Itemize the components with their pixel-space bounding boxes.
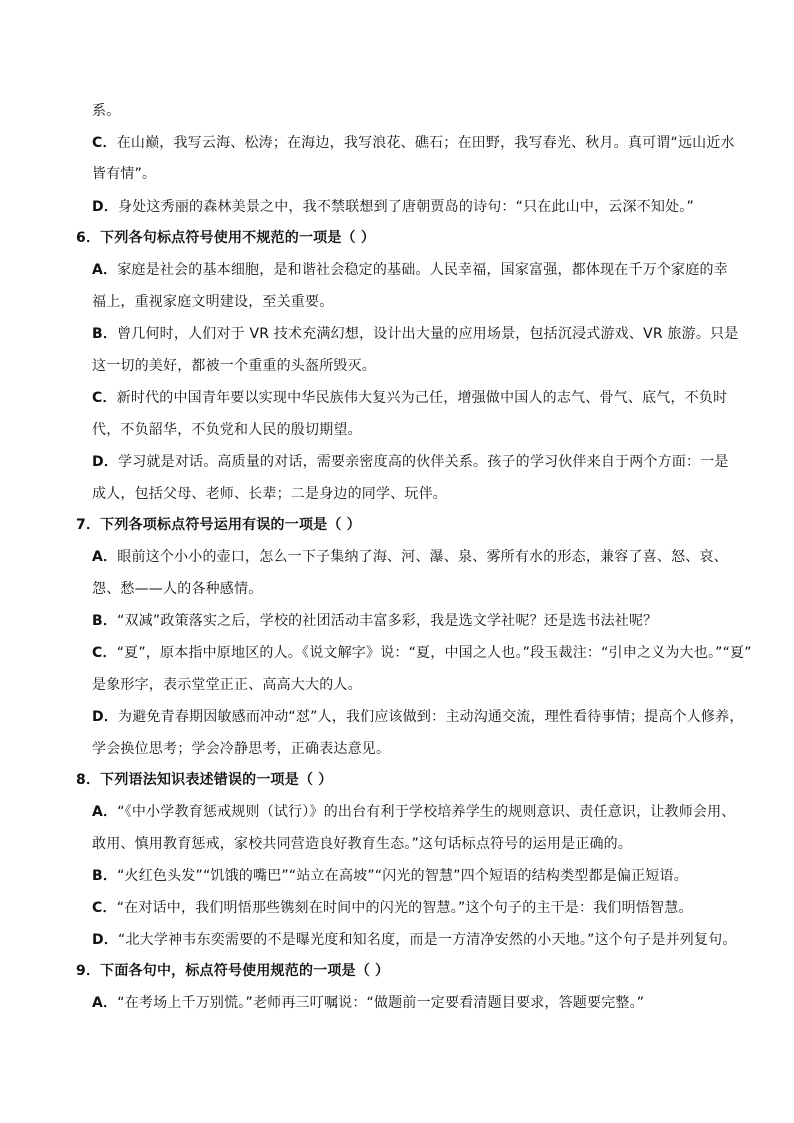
question-7: 7．下列各项标点符号运用有误的一项是（ ）: [76, 517, 361, 533]
option-c-q6: C．新时代的中国青年要以实现中华民族伟大复兴为己任，增强做中国人的志气、骨气、底气，不负时: [92, 390, 728, 406]
question-8: 8．下列语法知识表述错误的一项是（ ）: [76, 772, 333, 788]
question-6: 6．下列各句标点符号使用不规范的一项是（ ）: [76, 230, 376, 246]
question-9: 9．下面各句中，标点符号使用规范的一项是（ ）: [76, 963, 390, 979]
option-d-q8: D．“北大学神韦东奕需要的不是曝光度和知名度，而是一方清净安然的小天地。”这个句子是并列复句。: [92, 932, 737, 948]
option-b-q8: B．“火红色头发”“饥饿的嘴巴”“站立在高坡”“闪光的智慧”四个短语的结构类型都是偏正短语。: [92, 868, 688, 884]
text-line-7: 福上，重视家庭文明建设，至关重要。: [92, 294, 334, 310]
option-d-q5: D．身处这秀丽的森林美景之中，我不禁联想到了唐朝贾岛的诗句：“只在此山中，云深不知处。”: [92, 199, 694, 215]
text-line-3: 皆有情”。: [92, 166, 157, 182]
text-line-11: 代，不负韶华，不负党和人民的殷切期望。: [92, 422, 362, 438]
option-b-q6: B．曾几何时，人们对于 VR 技术充满幻想，设计出大量的应用场景，包括沉浸式游戏、VR 旅游。只是: [92, 326, 739, 342]
text-line-24: 敢用、慎用教育惩戒，家校共同营造良好教育生态。”这句话标点符号的运用是正确的。: [92, 836, 633, 852]
option-c-q8: C．“在对话中，我们明悟那些镌刻在时间中的闪光的智慧。”这个句子的主干是：我们明悟智慧。: [92, 900, 693, 916]
option-a-q7: A．眼前这个小小的壶口，怎么一下子集纳了海、河、瀑、泉、雾所有水的形态，兼容了喜、怒、哀、: [92, 549, 728, 565]
text-line-19: 是象形字，表示堂堂正正、高高大大的人。: [92, 677, 362, 693]
option-a-q8: A．“《中小学教育惩戒规则（试行）》的出台有利于学校培养学生的规则意识、责任意识，让教师会用、: [92, 804, 736, 820]
option-d-q6: D．学习就是对话。高质量的对话，需要亲密度高的伙伴关系。孩子的学习伙伴来自于两个方面：一是: [92, 454, 729, 470]
text-line-13: 成人，包括父母、老师、长辈；二是身边的同学、玩伴。: [92, 486, 447, 502]
text-line-9: 这一切的美好，都被一个重重的头盔所毁灭。: [92, 358, 376, 374]
option-b-q7: B．“双减”政策落实之后，学校的社团活动丰富多彩，我是选文学社呢？还是选书法社呢？: [92, 613, 658, 629]
text-line-21: 学会换位思考；学会冷静思考，正确表达意见。: [92, 741, 391, 757]
text-line-1: 系。: [92, 103, 121, 119]
option-d-q7: D．为避免青春期因敏感而冲动“怼”人，我们应该做到：主动沟通交流，理性看待事情；提高个人修养，: [92, 709, 744, 725]
option-a-q6: A．家庭是社会的基本细胞，是和谐社会稳定的基础。人民幸福，国家富强，都体现在千万个家庭的幸: [92, 262, 728, 278]
text-line-16: 怨、愁——人的各种感情。: [92, 581, 263, 597]
option-a-q9: A．“在考场上千万别慌。”老师再三叮嘱说：“做题前一定要看清题目要求，答题要完整。”: [92, 995, 645, 1011]
option-c-q5: C．在山巅，我写云海、松涛；在海边，我写浪花、礁石；在田野，我写春光、秋月。真可谓“远山近水: [92, 135, 735, 151]
option-c-q7: C．“夏”，原本指中原地区的人。《说文解字》说：“夏，中国之人也。”段玉裁注：“引申之义为大也。”“夏”: [92, 645, 752, 661]
